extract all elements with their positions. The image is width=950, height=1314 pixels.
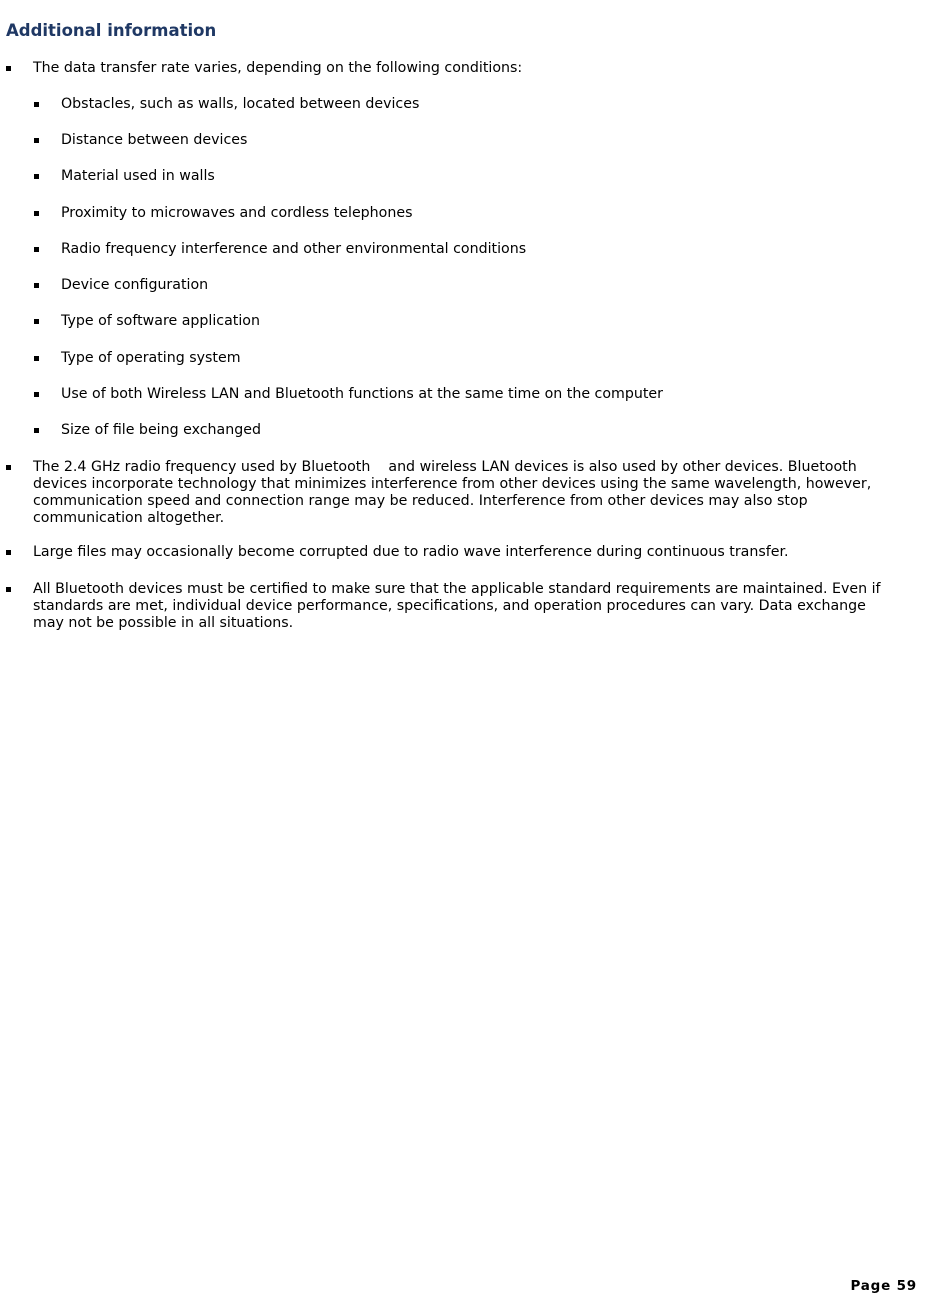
condition-item	[61, 168, 901, 185]
condition-item	[61, 132, 901, 149]
condition-item	[61, 241, 901, 258]
condition-item	[61, 350, 901, 367]
square-bullet-icon	[34, 102, 39, 107]
list-item-radio-frequency	[33, 459, 901, 527]
list-item-text: All Bluetooth devices must be certified to make sure that the applicable standard requirements are maintained. Even if standards are met, individual device performance, specifications, and operation procedures can vary. Data exchange may not be possible in all situations.	[33, 581, 881, 631]
square-bullet-icon	[34, 138, 39, 143]
square-bullet-icon	[6, 66, 11, 71]
square-bullet-icon	[6, 587, 11, 592]
condition-text: Size of file being exchanged	[61, 422, 261, 438]
condition-item	[61, 422, 901, 439]
condition-text: Obstacles, such as walls, located between devices	[61, 96, 420, 112]
condition-text: Radio frequency interference and other environmental conditions	[61, 241, 527, 257]
square-bullet-icon	[34, 428, 39, 433]
condition-text: Use of both Wireless LAN and Bluetooth functions at the same time on the computer	[61, 386, 663, 402]
condition-text: Type of software application	[61, 313, 260, 329]
page-number: Page 59	[850, 1278, 917, 1294]
square-bullet-icon	[6, 550, 11, 555]
square-bullet-icon	[34, 247, 39, 252]
list-item-large-files	[33, 544, 901, 561]
condition-item	[61, 386, 901, 403]
list-item-intro	[33, 60, 901, 77]
square-bullet-icon	[6, 465, 11, 470]
section-heading: Additional information	[6, 21, 217, 40]
list-item-text: The data transfer rate varies, depending on the following conditions:	[33, 60, 523, 76]
condition-item	[61, 205, 901, 222]
condition-text: Distance between devices	[61, 132, 248, 148]
condition-item	[61, 313, 901, 330]
condition-text: Material used in walls	[61, 168, 215, 184]
list-item-text: The 2.4 GHz radio frequency used by Bluetooth and wireless LAN devices is also used by other devices. Bluetooth devices incorporate technology that minimizes interference from other devices using the same wavelength, however, communication speed and connection range may be reduced. Interference from other devices may also stop communication altogether.	[33, 459, 872, 526]
square-bullet-icon	[34, 174, 39, 179]
square-bullet-icon	[34, 283, 39, 288]
condition-text: Proximity to microwaves and cordless telephones	[61, 205, 413, 221]
condition-text: Device configuration	[61, 277, 209, 293]
square-bullet-icon	[34, 392, 39, 397]
square-bullet-icon	[34, 356, 39, 361]
square-bullet-icon	[34, 211, 39, 216]
condition-text: Type of operating system	[61, 350, 241, 366]
condition-item	[61, 277, 901, 294]
list-item-certified	[33, 581, 901, 632]
square-bullet-icon	[34, 319, 39, 324]
condition-item	[61, 96, 901, 113]
list-item-text: Large files may occasionally become corrupted due to radio wave interference during continuous transfer.	[33, 544, 789, 560]
